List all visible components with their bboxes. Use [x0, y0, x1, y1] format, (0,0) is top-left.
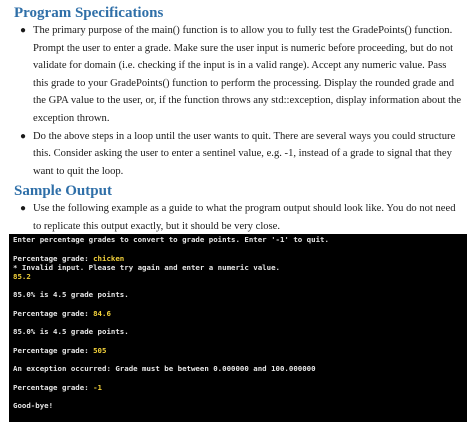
- spec-bullet-list: [0, 22, 474, 180]
- console-goodbye-line: Good-bye!: [13, 401, 54, 410]
- console-user-input: chicken: [93, 253, 125, 263]
- console-prompt: Percentage grade:: [13, 308, 94, 318]
- sample-heading: Sample Output: [14, 183, 112, 199]
- console-intro-line: Enter percentage grades to convert to grade points. Enter '-1' to quit.: [13, 235, 329, 244]
- console-prompt: Percentage grade:: [13, 382, 94, 392]
- console-prompt-line: [13, 309, 463, 318]
- spec-bullet-1-text: The primary purpose of the main() function is to allow you to fully test the GradePoints() function. Prompt the user to enter a grade. Make sure the user input is numeric before proceeding, but do not validate for domain (i.e. checking if the input is in a valid range). Accept any numeric value. Pass this grade to your GradePoints() function to perform the processing. Display the rounded grade and the GPA value to the user, or, if the function throws any std::exception, display information about the exception thrown.: [33, 25, 462, 124]
- console-prompt: Percentage grade:: [13, 253, 94, 263]
- console-prompt-line: [13, 254, 463, 263]
- spec-heading: Program Specifications: [14, 5, 164, 21]
- console-user-input: 84.6: [93, 308, 111, 318]
- sample-bullet-text: Use the following example as a guide to what the program output should look like. You do not need to replicate this output exactly, but it should be very close.: [33, 203, 456, 232]
- console-result-line: 85.0% is 4.5 grade points.: [13, 327, 129, 336]
- bullet-dot-icon: ●: [20, 130, 27, 142]
- spec-bullet-1: [0, 22, 474, 128]
- console-user-input: 85.2: [13, 271, 31, 281]
- sample-bullet-list: [0, 200, 474, 235]
- console-result-line: 85.0% is 4.5 grade points.: [13, 290, 129, 299]
- console-invalid-line: * Invalid input. Please try again and enter a numeric value.: [13, 262, 280, 272]
- console-user-input: 505: [93, 345, 107, 355]
- console-prompt-line: [13, 346, 463, 355]
- console-prompt-line: [13, 383, 463, 392]
- spec-bullet-2: [0, 128, 474, 181]
- console-prompt: Percentage grade:: [13, 345, 94, 355]
- bullet-dot-icon: ●: [20, 25, 27, 36]
- bullet-dot-icon: ●: [20, 203, 27, 214]
- sample-bullet: [0, 200, 474, 235]
- spec-bullet-2-text: Do the above steps in a loop until the user wants to quit. There are several ways you could structure this. Consider asking the user to enter a sentinel value, e.g. -1, instead of a grade to signal that they want to quit the loop.: [33, 130, 456, 177]
- console-output: [9, 234, 467, 422]
- console-exception-line: An exception occurred: Grade must be between 0.000000 and 100.000000: [13, 364, 316, 373]
- console-user-input: -1: [93, 382, 102, 392]
